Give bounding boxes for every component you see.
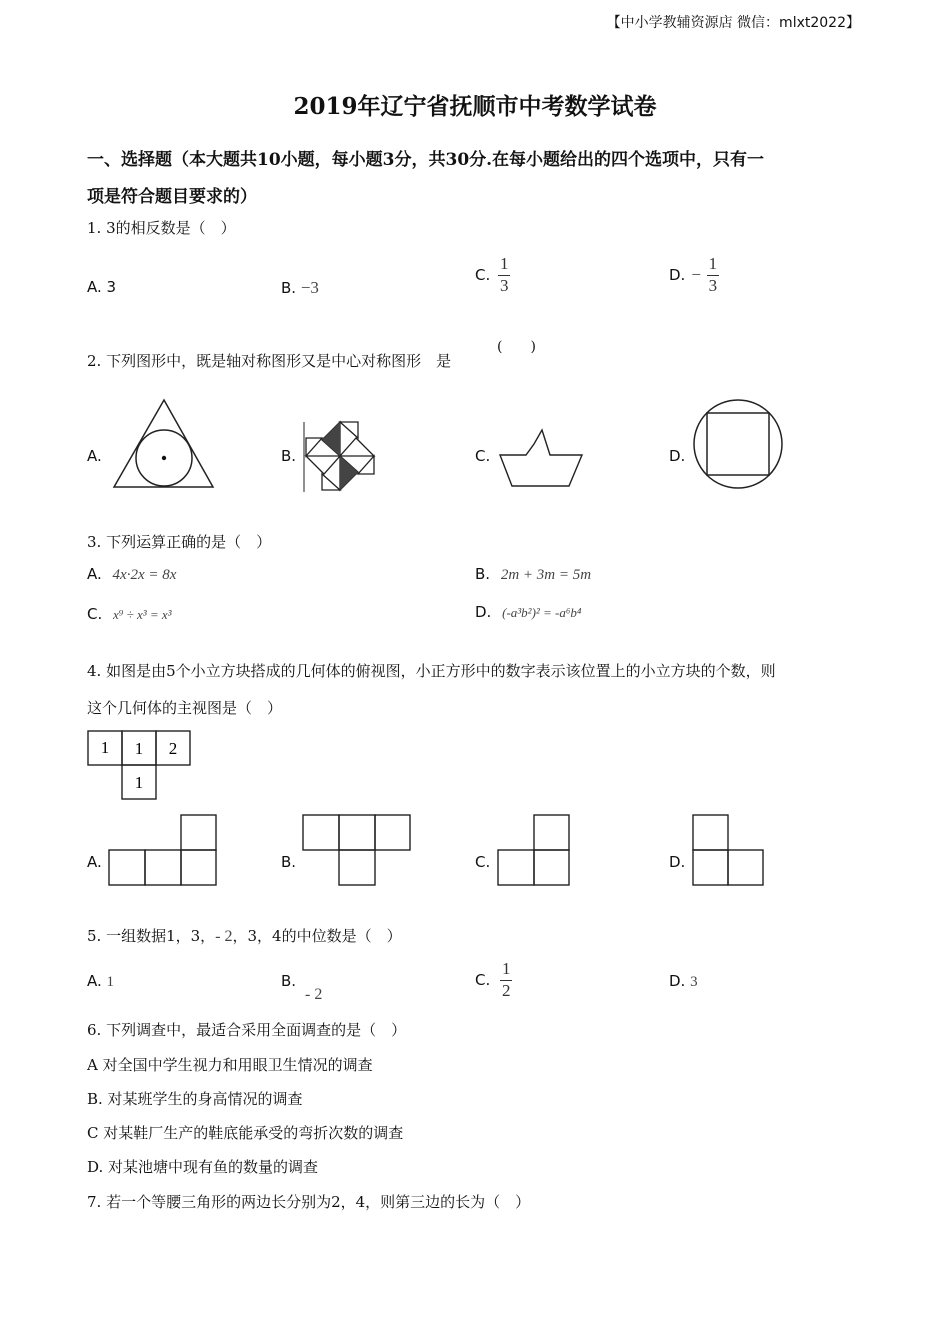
q5-option-c[interactable] — [475, 957, 512, 1003]
fraction-numerator: 1 — [502, 958, 511, 978]
q4-front-view-a — [108, 814, 218, 886]
q6-option-c[interactable]: C 对某鞋厂生产的鞋底能承受的弯折次数的调查 — [87, 1124, 404, 1142]
q4-label-a[interactable]: A. — [87, 853, 102, 871]
q6-option-b[interactable]: B. 对某班学生的身高情况的调查 — [87, 1090, 303, 1108]
q3-expr-c: x⁹ ÷ x³ = x³ — [113, 607, 172, 622]
q5-stem-post: ，3，4的中位数是（ ） — [232, 927, 402, 945]
q5-stem-pre: 5. 一组数据1，3， — [87, 927, 216, 945]
q5-stem-neg: - 2 — [215, 928, 233, 945]
fraction-numerator: 1 — [500, 253, 509, 273]
q1-option-d[interactable] — [669, 250, 719, 300]
grid-cell-2: 1 — [134, 739, 144, 758]
q2-label-d[interactable]: D. — [669, 447, 686, 465]
q2-label-c[interactable]: C. — [475, 447, 491, 465]
q2-stem: 2. 下列图形中，既是轴对称图形又是中心对称图形 是 — [87, 352, 452, 370]
q1-value-b: −3 — [300, 278, 319, 297]
q1-label-a: A. — [87, 278, 102, 296]
page-title: 2019年辽宁省抚顺市中考数学试卷 — [293, 93, 657, 120]
fraction-denominator: 2 — [502, 980, 511, 1000]
q5-stem — [87, 925, 402, 946]
q3-expr-a: 4x·2x = 8x — [112, 567, 177, 583]
grid-cell-3: 2 — [168, 739, 178, 758]
q5-value-d: 3 — [690, 974, 698, 990]
q3-expr-b: 2m + 3m = 5m — [500, 567, 592, 583]
q5-label-a: A. — [87, 972, 102, 990]
q5-option-a[interactable] — [87, 972, 114, 991]
q1-option-c[interactable] — [475, 250, 510, 300]
section-heading-line2: 项是符合题目要求的） — [87, 187, 257, 207]
q1-fraction-c — [498, 255, 510, 295]
q4-front-view-b — [302, 814, 412, 886]
q1-option-a[interactable] — [87, 278, 116, 296]
q5-value-a: 1 — [106, 974, 115, 990]
q6-option-d[interactable]: D. 对某池塘中现有鱼的数量的调查 — [87, 1158, 319, 1176]
q4-front-view-c — [497, 814, 571, 886]
q3-option-d[interactable] — [475, 603, 581, 621]
q5-fraction-c — [500, 960, 512, 1000]
q1-fraction-d — [707, 255, 719, 295]
q4-label-c[interactable]: C. — [475, 853, 491, 871]
q2-label-b[interactable]: B. — [281, 447, 297, 465]
q2-paren: ( ) — [497, 339, 536, 355]
triangle-with-circle-figure — [112, 398, 216, 490]
q4-front-view-d — [692, 814, 766, 886]
fraction-denominator: 3 — [500, 275, 509, 295]
paper-boat-figure — [498, 428, 586, 488]
q3-label-d: D. — [475, 603, 492, 621]
q6-option-a[interactable]: A 对全国中学生视力和用眼卫生情况的调查 — [87, 1056, 373, 1074]
section-heading-line1: 一、选择题（本大题共10小题，每小题3分，共30分.在每小题给出的四个选项中，只有一 — [87, 150, 765, 170]
q5-value-b: - 2 — [305, 986, 323, 1003]
q1-sign-d: − — [691, 265, 701, 284]
q1-label-c: C. — [475, 266, 491, 284]
grid-cell-4: 1 — [134, 773, 144, 792]
q5-option-b[interactable] — [281, 972, 296, 990]
q3-option-c[interactable] — [87, 605, 172, 623]
fraction-numerator: 1 — [708, 253, 718, 273]
q1-value-a: 3 — [106, 278, 117, 296]
q3-expr-d: (-a³b²)² = -a⁶b⁴ — [502, 605, 582, 620]
q1-label-d: D. — [669, 266, 686, 284]
q3-option-a[interactable] — [87, 565, 176, 584]
q3-label-a: A. — [87, 565, 102, 583]
q3-stem: 3. 下列运算正确的是（ ） — [87, 533, 272, 551]
q4-stem-line2: 这个几何体的主视图是（ ） — [87, 699, 283, 717]
square-in-circle-figure — [692, 398, 784, 490]
q1-label-b: B. — [281, 279, 297, 297]
q5-label-b: B. — [281, 972, 297, 990]
q3-option-b[interactable] — [475, 565, 591, 584]
q6-stem: 6. 下列调查中，最适合采用全面调查的是（ ） — [87, 1021, 407, 1039]
q5-value-b-wrap — [305, 984, 322, 1004]
q1-option-b[interactable] — [281, 278, 319, 298]
q7-stem: 7. 若一个等腰三角形的两边长分别为2，4，则第三边的长为（ ） — [87, 1193, 531, 1211]
q5-label-c: C. — [475, 971, 491, 989]
page-header: 【中小学教辅资源店 微信：mlxt2022】 — [606, 15, 860, 31]
q4-label-d[interactable]: D. — [669, 853, 686, 871]
q1-stem: 1. 3的相反数是（ ） — [87, 219, 236, 237]
q5-option-d[interactable] — [669, 972, 698, 991]
fraction-denominator: 3 — [708, 275, 718, 295]
q3-label-c: C. — [87, 605, 103, 623]
q2-label-a[interactable]: A. — [87, 447, 102, 465]
q4-top-view-grid — [87, 730, 193, 802]
q3-label-b: B. — [475, 565, 491, 583]
pinwheel-figure — [302, 420, 376, 492]
q5-label-d: D. — [669, 972, 686, 990]
grid-cell-1: 1 — [100, 738, 110, 757]
q4-stem-line1: 4. 如图是由5个小立方块搭成的几何体的俯视图，小正方形中的数字表示该位置上的小立方块的个数，则 — [87, 662, 776, 680]
q4-label-b[interactable]: B. — [281, 853, 297, 871]
